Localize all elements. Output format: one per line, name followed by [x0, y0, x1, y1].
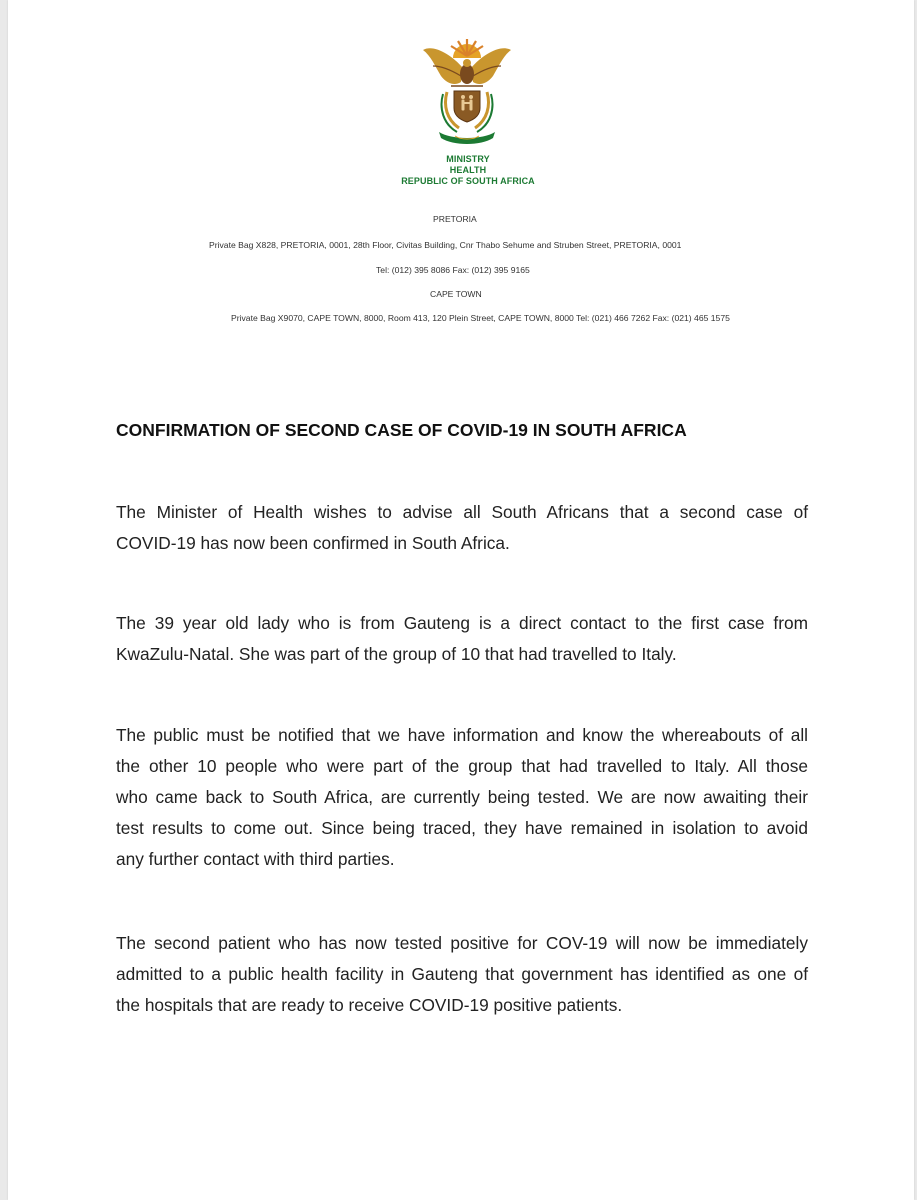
paragraph-line: the other 10 people who were part of the group that had travelled to Italy. All those [116, 756, 808, 776]
paragraph-line: admitted to a public health facility in Gauteng that government has identified as one of [116, 964, 808, 984]
paragraph-line: who came back to South Africa, are currently being tested. We are now awaiting their [116, 787, 808, 807]
paragraph-line: the hospitals that are ready to receive COVID-19 positive patients. [116, 995, 623, 1015]
coat-of-arms-logo [421, 36, 513, 148]
document-page [8, 0, 914, 1200]
paragraph-line: COVID-19 has now been confirmed in South Africa. [116, 533, 510, 553]
paragraph [116, 720, 808, 875]
ministry-line: HEALTH [449, 165, 487, 175]
paragraph [116, 608, 808, 670]
ministry-line: MINISTRY [446, 154, 490, 164]
pretoria-contact: Tel: (012) 395 8086 Fax: (012) 395 9165 [376, 265, 530, 275]
paragraph-line: The 39 year old lady who is from Gauteng is a direct contact to the first case from [116, 613, 808, 633]
paragraph [116, 497, 808, 559]
paragraph-line: The public must be notified that we have information and know the whereabouts of all [116, 725, 808, 745]
paragraph-line: KwaZulu-Natal. She was part of the group of 10 that had travelled to Italy. [116, 644, 677, 664]
paragraph-line: any further contact with third parties. [116, 849, 395, 869]
capetown-address: Private Bag X9070, CAPE TOWN, 8000, Room 413, 120 Plein Street, CAPE TOWN, 8000 Tel: (021) 466 7262 Fax: (021) 465 1575 [231, 313, 730, 323]
ministry-line: REPUBLIC OF SOUTH AFRICA [401, 176, 535, 186]
document-title: CONFIRMATION OF SECOND CASE OF COVID-19 IN SOUTH AFRICA [116, 420, 687, 440]
paragraph-line: test results to come out. Since being traced, they have remained in isolation to avoid [116, 818, 808, 838]
paragraph-line: The second patient who has now tested positive for COV-19 will now be immediately [116, 933, 808, 953]
ministry-name [388, 154, 548, 187]
pretoria-city: PRETORIA [433, 214, 477, 224]
pretoria-address: Private Bag X828, PRETORIA, 0001, 28th Floor, Civitas Building, Cnr Thabo Sehume and Struben Street, PRETORIA, 0001 [209, 240, 682, 250]
paragraph-line: The Minister of Health wishes to advise all South Africans that a second case of [116, 502, 808, 522]
paragraph [116, 928, 808, 1021]
capetown-city: CAPE TOWN [430, 289, 482, 299]
